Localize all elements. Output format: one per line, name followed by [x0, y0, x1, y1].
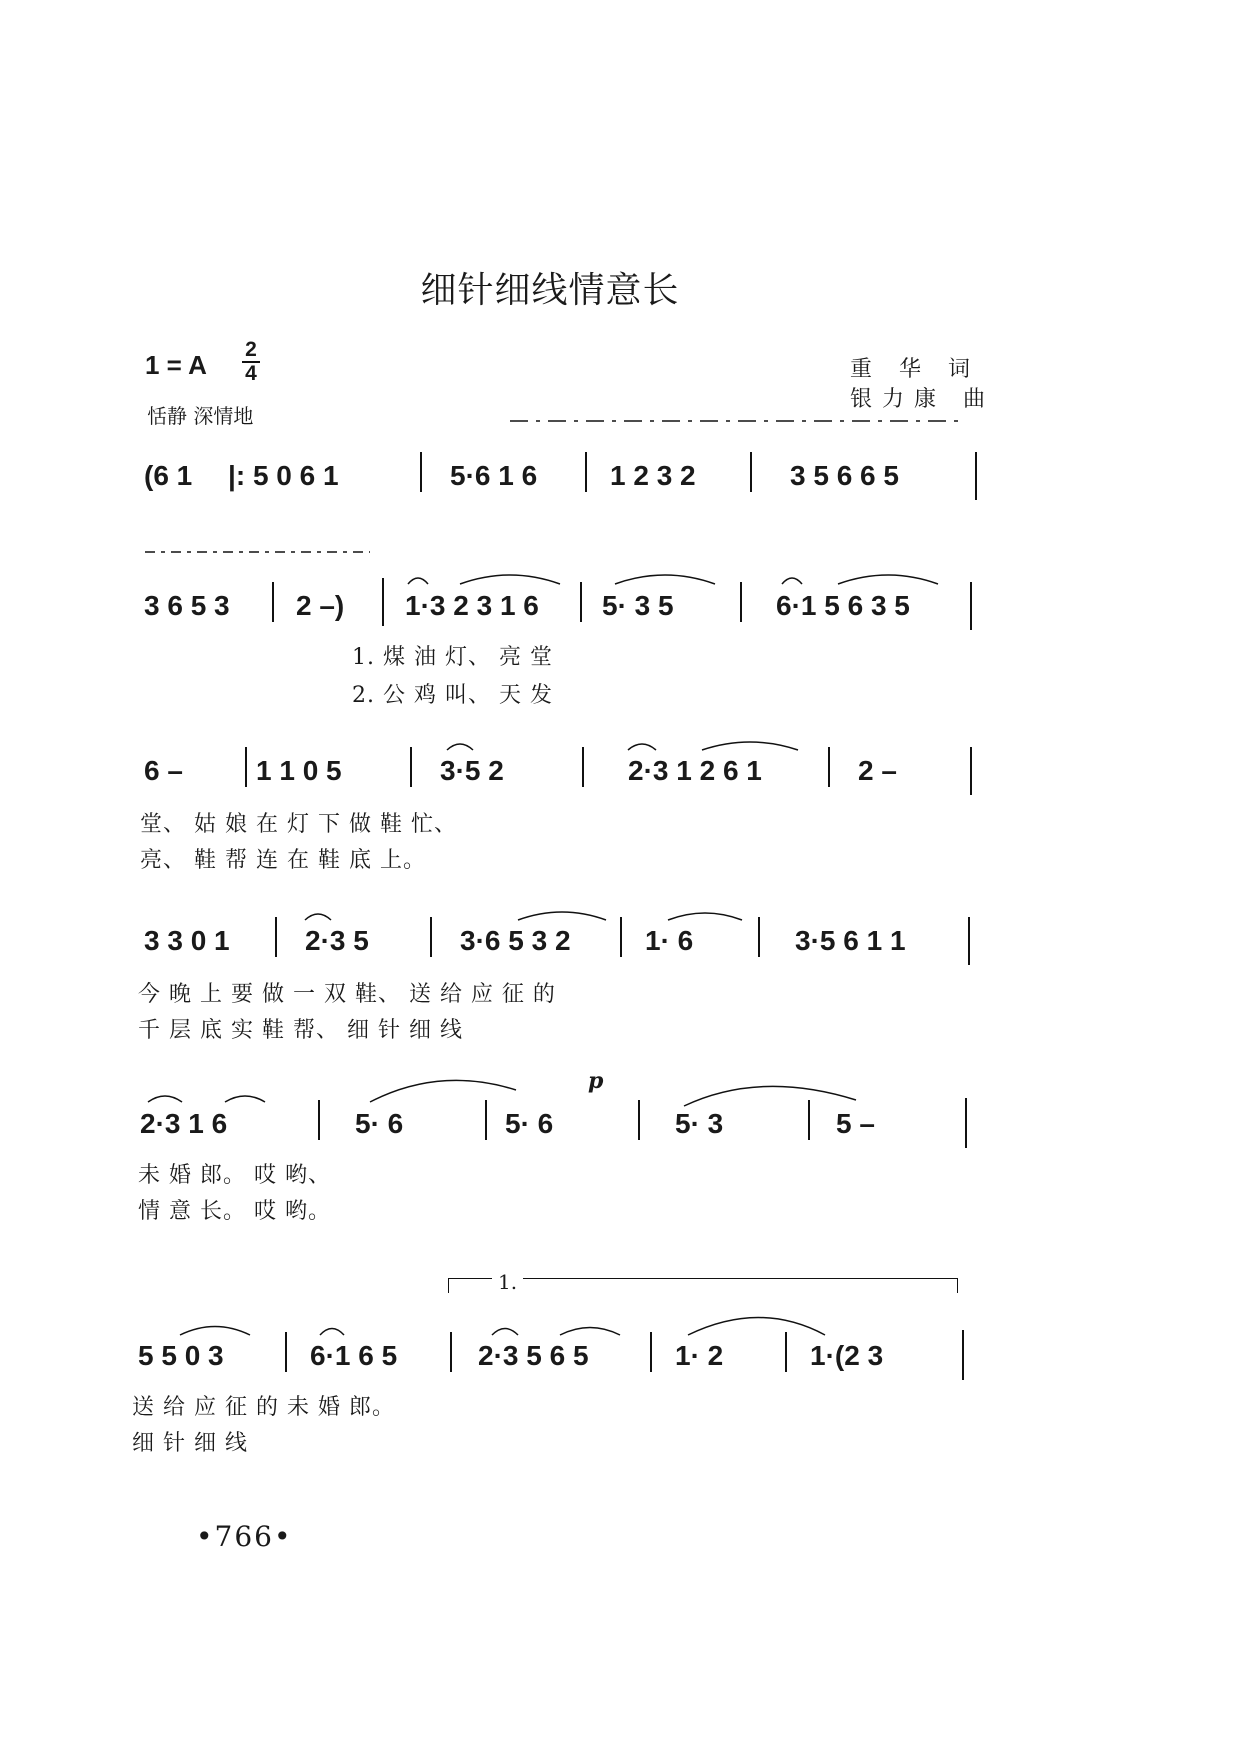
measure: 2·3 1 2 6 1 [628, 755, 762, 786]
lyric-line-2: 情 意 长。 哎 哟。 [138, 1199, 331, 1224]
measure: 2 –) [296, 590, 345, 621]
measure: 1 1 0 5 [256, 755, 342, 786]
measure: 1 2 3 2 [610, 460, 696, 491]
lyricist-credit: 重 华 词 [850, 357, 980, 382]
measure: 6·1 6 5 [310, 1340, 398, 1371]
measure: 2 – [858, 755, 897, 786]
lyric-line-1: 未 婚 郎。 哎 哟、 [138, 1163, 331, 1188]
first-ending-label: 1. [492, 1270, 523, 1294]
measure: 5· 6 [505, 1108, 554, 1139]
measure: 3·5 2 [440, 755, 504, 786]
tempo-marking: 恬静 深情地 [147, 404, 254, 428]
lyric-line-2: 2. 公 鸡 叫、 天 发 [352, 683, 553, 708]
lyric-line-2: 细 针 细 线 [132, 1431, 248, 1456]
measure: 6·1 5 6 3 5 [776, 590, 910, 621]
measure: 5·6 1 6 [450, 460, 538, 491]
lyric-line-2: 千 层 底 实 鞋 帮、 细 针 细 线 [138, 1018, 463, 1043]
time-signature-denominator: 4 [245, 362, 257, 385]
measure: 3·6 5 3 2 [460, 925, 571, 956]
measure: 3 5 6 6 5 [790, 460, 899, 491]
measure: 5· 3 [675, 1108, 724, 1139]
lyric-line-1: 送 给 应 征 的 未 婚 郎。 [132, 1395, 395, 1420]
measure: 5· 3 5 [602, 590, 674, 621]
dynamic-piano: p [588, 1068, 604, 1094]
measure: 5 5 0 3 [138, 1340, 224, 1371]
measure: |: 5 0 6 1 [228, 460, 339, 491]
song-title: 细针细线情意长 [420, 270, 680, 311]
measure: 3·5 6 1 1 [795, 925, 906, 956]
measure: 5 – [836, 1108, 875, 1139]
measure: 1· 6 [645, 925, 694, 956]
measure: 5· 6 [355, 1108, 404, 1139]
measure: (6 1 [144, 460, 193, 491]
measure: 1· 2 [675, 1340, 724, 1371]
measure: 2·3 1 6 [140, 1108, 228, 1139]
time-signature-numerator: 2 [245, 338, 257, 361]
measure: 1·(2 3 [810, 1340, 884, 1371]
page-number: •766• [196, 1520, 293, 1553]
measure: 1·3 2 3 1 6 [405, 590, 539, 621]
measure: 3 6 5 3 [144, 590, 230, 621]
measure: 2·3 5 [305, 925, 369, 956]
measure: 2·3 5 6 5 [478, 1340, 589, 1371]
measure: 6 – [144, 755, 183, 786]
lyric-line-1: 今 晚 上 要 做 一 双 鞋、 送 给 应 征 的 [138, 982, 556, 1007]
measure: 3 3 0 1 [144, 925, 230, 956]
lyric-line-2: 亮、 鞋 帮 连 在 鞋 底 上。 [140, 848, 426, 873]
key-signature: 1 = A [145, 350, 207, 380]
composer-credit: 银力康 曲 [850, 387, 995, 412]
lyric-line-1: 1. 煤 油 灯、 亮 堂 [352, 645, 553, 670]
lyric-line-1: 堂、 姑 娘 在 灯 下 做 鞋 忙、 [140, 812, 457, 837]
